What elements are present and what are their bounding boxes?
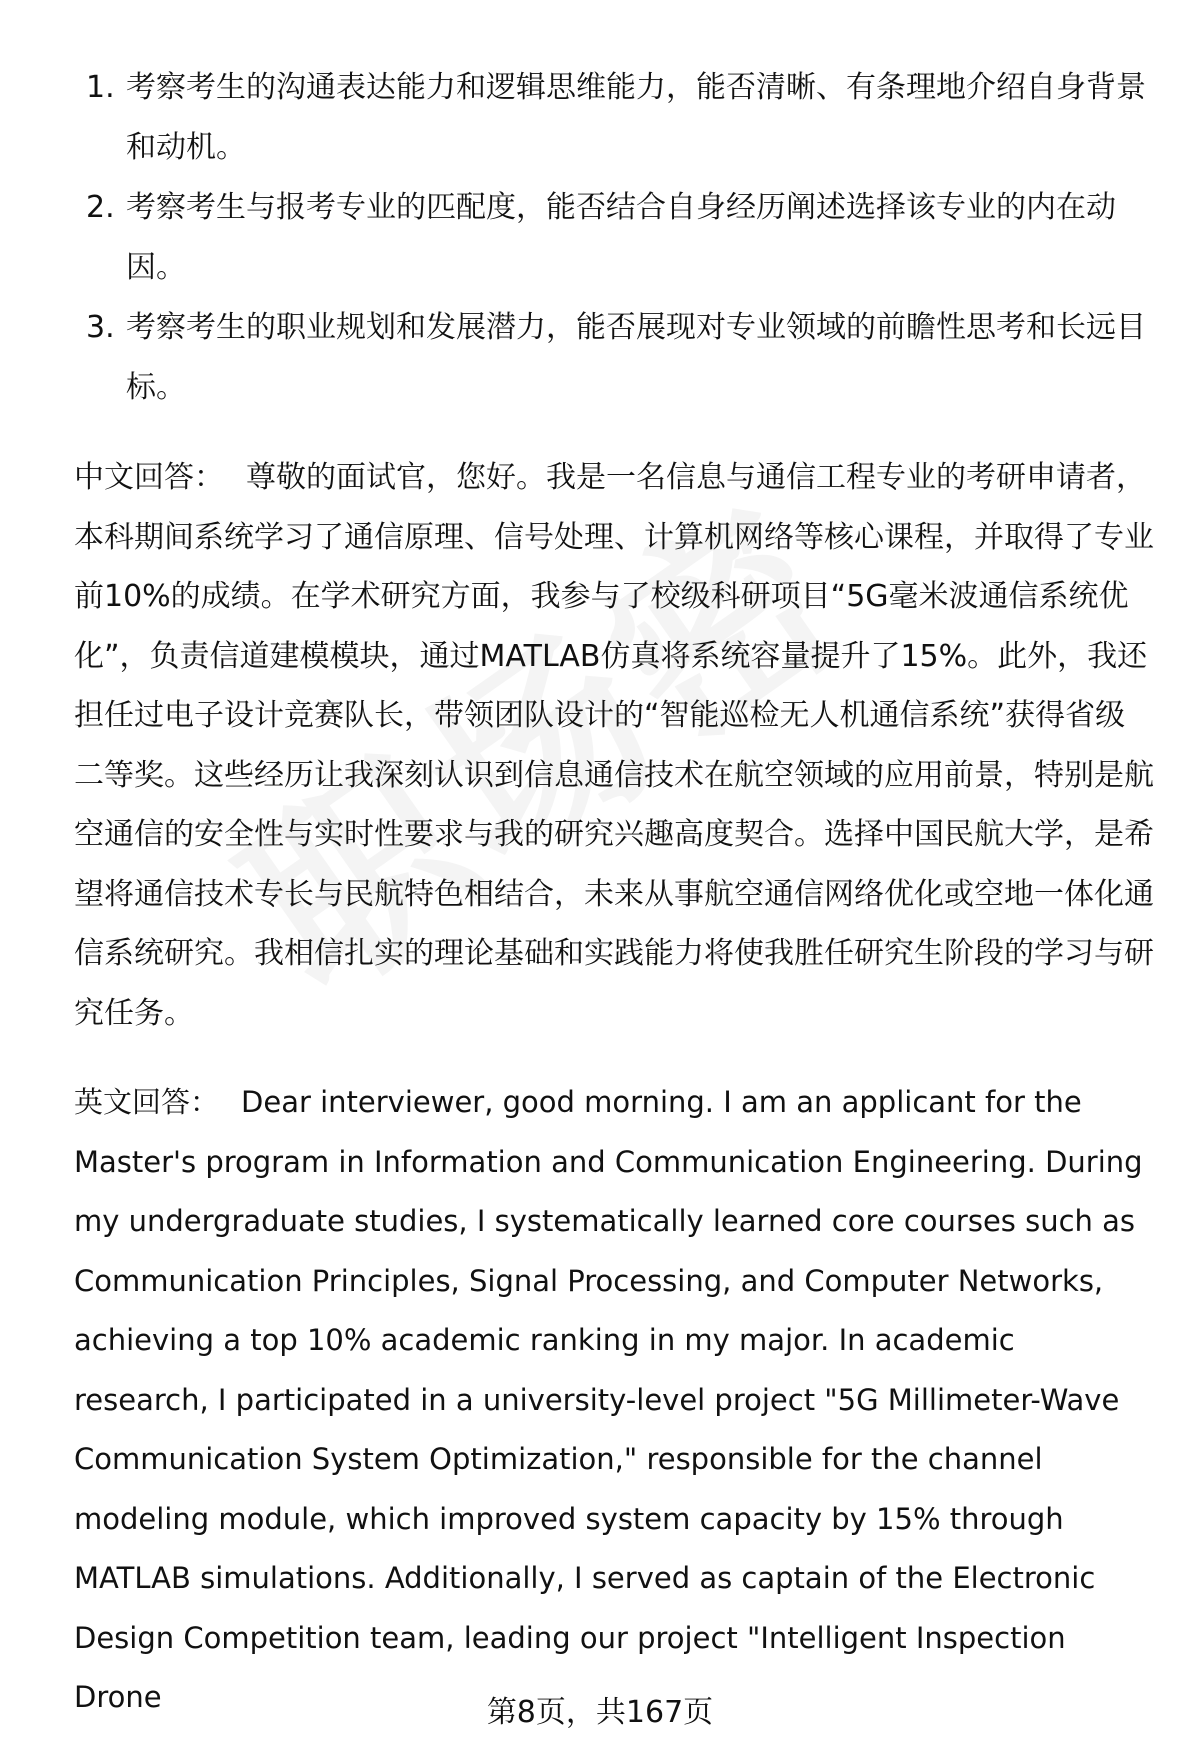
evaluation-criteria-list <box>74 58 1154 418</box>
chinese-answer-label: 中文回答： <box>74 460 224 495</box>
chinese-answer-text: 尊敬的面试官，您好。我是一名信息与通信工程专业的考研申请者，本科期间系统学习了通信原理、信号处理、计算机网络等核心课程，并取得了专业前10%的成绩。在学术研究方面，我参与了校级科研项目“5G毫米波通信系统优化”，负责信道建模模块，通过MATLAB仿真将系统容量提升了15%。此外，我还担任过电子设计竞赛队长，带领团队设计的“智能巡检无人机通信系统”获得省级二等奖。这些经历让我深刻认识到信息通信技术在航空领域的应用前景，特别是航空通信的安全性与实时性要求与我的研究兴趣高度契合。选择中国民航大学，是希望将通信技术专长与民航特色相结合，未来从事航空通信网络优化或空地一体化通信系统研究。我相信扎实的理论基础和实践能力将使我胜任研究生阶段的学习与研究任务。 <box>74 460 1154 1031</box>
list-number: 2. <box>86 190 115 225</box>
list-item <box>74 58 1154 178</box>
english-answer-text: Dear interviewer, good morning. I am an applicant for the Master's program in Information and Communication Engineering. During my undergraduate studies, I systematically learned core courses such as Communication Principles, Signal Processing, and Computer Networks, achieving a top 10% academic ranking in my major. In academic research, I participated in a university-level project "5G Millimeter-Wave Communication System Optimization," responsible for the channel modeling module, which improved system capacity by 15% through MATLAB simulations. Additionally, I served as captain of the Electronic Design Competition team, leading our project "Intelligent Inspection Drone <box>74 1085 1143 1714</box>
list-number: 1. <box>86 70 115 105</box>
list-item-text: 考察考生的职业规划和发展潜力，能否展现对专业领域的前瞻性思考和长远目标。 <box>126 310 1146 405</box>
page-number: 第8页，共167页 <box>486 1695 714 1730</box>
list-item-text: 考察考生与报考专业的匹配度，能否结合自身经历阐述选择该专业的内在动因。 <box>126 190 1116 285</box>
list-item <box>74 298 1154 418</box>
list-number: 3. <box>86 310 115 345</box>
document-body <box>74 58 1154 1728</box>
list-item <box>74 178 1154 298</box>
chinese-answer-paragraph <box>74 448 1154 1043</box>
list-item-text: 考察考生的沟通表达能力和逻辑思维能力，能否清晰、有条理地介绍自身背景和动机。 <box>126 70 1146 165</box>
english-answer-paragraph <box>74 1073 1154 1728</box>
english-answer-label: 英文回答： <box>74 1085 220 1119</box>
